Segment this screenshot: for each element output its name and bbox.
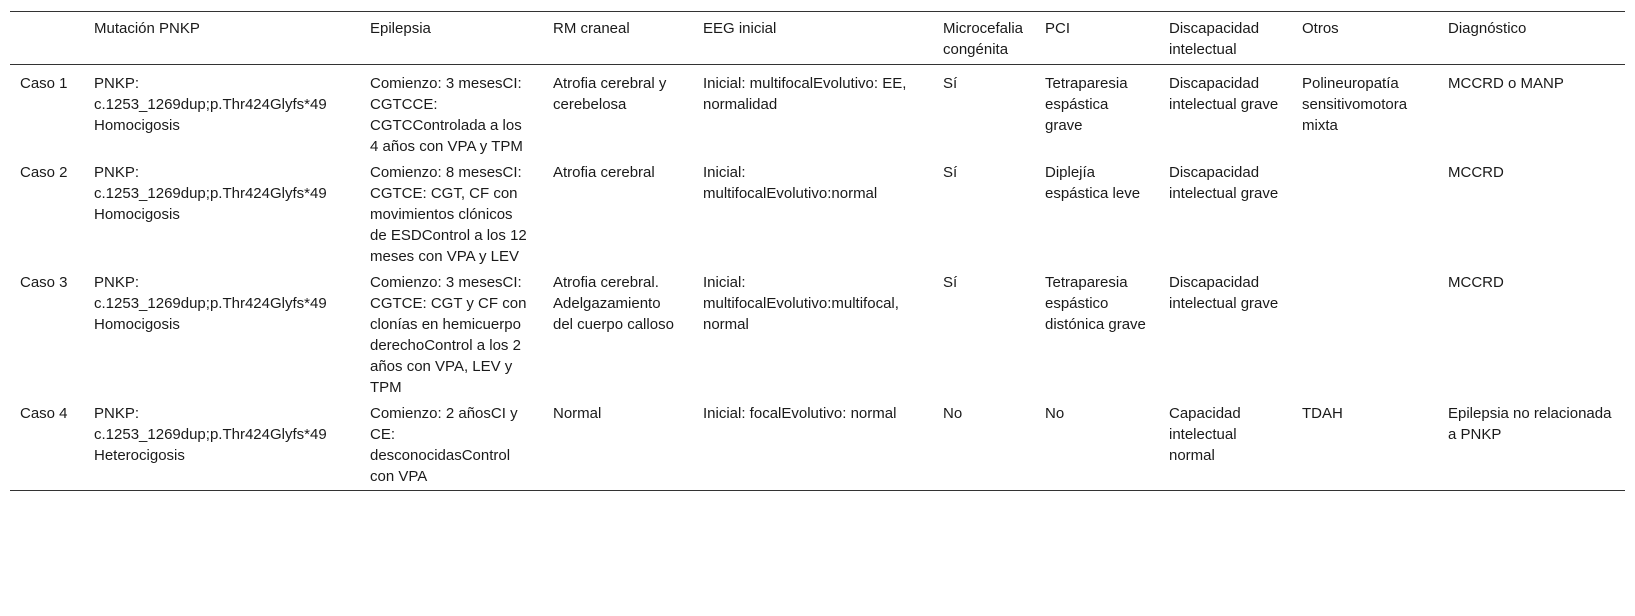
cell-otros: Polineuropatía sensitivomotora mixta <box>1302 75 1408 134</box>
cell-diagnostico: MCCRD o MANP <box>1448 75 1564 92</box>
cell-pci: Tetraparesia espástico distónica grave <box>1045 274 1146 333</box>
cell-mutacion: PNKP: c.1253_1269dup;p.Thr424Glyfs*49 Homocigosis <box>94 75 327 134</box>
cell-epilepsia: Comienzo: 3 mesesCI: CGTCE: CGT y CF con clonías en hemicuerpo derechoControl a los 2 años con VPA, LEV y TPM <box>370 274 527 396</box>
header-rm-craneal: RM craneal <box>553 20 630 37</box>
cell-epilepsia: Comienzo: 8 mesesCI: CGTCE: CGT, CF con movimientos clónicos de ESDControl a los 12 meses con VPA y LEV <box>370 164 527 265</box>
header-discapacidad: Discapacidad intelectual <box>1169 20 1260 58</box>
cell-otros <box>1292 157 1438 267</box>
header-eeg-inicial: EEG inicial <box>703 20 777 37</box>
header-case <box>10 12 84 65</box>
cell-otros <box>1292 267 1438 398</box>
cell-microcefalia: Sí <box>943 164 958 181</box>
cell-rm-craneal: Atrofia cerebral <box>553 164 655 181</box>
cell-otros: TDAH <box>1302 405 1343 422</box>
cell-case: Caso 4 <box>20 405 68 422</box>
header-diagnostico: Diagnóstico <box>1448 20 1527 37</box>
cell-rm-craneal: Normal <box>553 405 602 422</box>
cell-case: Caso 2 <box>20 164 68 181</box>
cell-pci: Diplejía espástica leve <box>1045 164 1141 202</box>
cell-rm-craneal: Atrofia cerebral y cerebelosa <box>553 75 667 113</box>
cell-discapacidad: Discapacidad intelectual grave <box>1169 164 1279 202</box>
table-row <box>10 267 1625 398</box>
cell-discapacidad: Discapacidad intelectual grave <box>1169 75 1279 113</box>
cell-pci: No <box>1045 405 1065 422</box>
cell-rm-craneal: Atrofia cerebral. Adelgazamiento del cuerpo calloso <box>553 274 674 333</box>
cell-microcefalia: Sí <box>943 274 958 291</box>
cell-mutacion: PNKP: c.1253_1269dup;p.Thr424Glyfs*49 Homocigosis <box>94 274 327 333</box>
header-epilepsia: Epilepsia <box>370 20 431 37</box>
cell-mutacion: PNKP: c.1253_1269dup;p.Thr424Glyfs*49 Heterocigosis <box>94 405 327 464</box>
cell-microcefalia: Sí <box>943 75 958 92</box>
header-row <box>10 12 1625 65</box>
cell-mutacion: PNKP: c.1253_1269dup;p.Thr424Glyfs*49 Homocigosis <box>94 164 327 223</box>
header-mutacion: Mutación PNKP <box>94 20 200 37</box>
cell-epilepsia: Comienzo: 3 mesesCI: CGTCCE: CGTCControlada a los 4 años con VPA y TPM <box>370 75 523 155</box>
cell-diagnostico: Epilepsia no relacionada a PNKP <box>1448 405 1612 443</box>
table-row <box>10 398 1625 491</box>
header-pci: PCI <box>1045 20 1071 37</box>
cell-eeg-inicial: Inicial: focalEvolutivo: normal <box>703 405 897 422</box>
cell-discapacidad: Discapacidad intelectual grave <box>1169 274 1279 312</box>
cell-eeg-inicial: Inicial: multifocalEvolutivo: EE, normalidad <box>703 75 907 113</box>
header-microcefalia: Microcefalia congénita <box>943 20 1024 58</box>
cell-case: Caso 1 <box>20 75 68 92</box>
table-row <box>10 157 1625 267</box>
cell-microcefalia: No <box>943 405 963 422</box>
cell-diagnostico: MCCRD <box>1448 164 1504 181</box>
header-otros: Otros <box>1302 20 1339 37</box>
clinical-table <box>10 11 1625 491</box>
cell-discapacidad: Capacidad intelectual normal <box>1169 405 1241 464</box>
cell-epilepsia: Comienzo: 2 añosCI y CE: desconocidasControl con VPA <box>370 405 518 485</box>
cell-pci: Tetraparesia espástica grave <box>1045 75 1128 134</box>
cell-eeg-inicial: Inicial: multifocalEvolutivo:normal <box>703 164 878 202</box>
table-row <box>10 65 1625 158</box>
cell-diagnostico: MCCRD <box>1448 274 1504 291</box>
cell-eeg-inicial: Inicial: multifocalEvolutivo:multifocal, normal <box>703 274 899 333</box>
cell-case: Caso 3 <box>20 274 68 291</box>
